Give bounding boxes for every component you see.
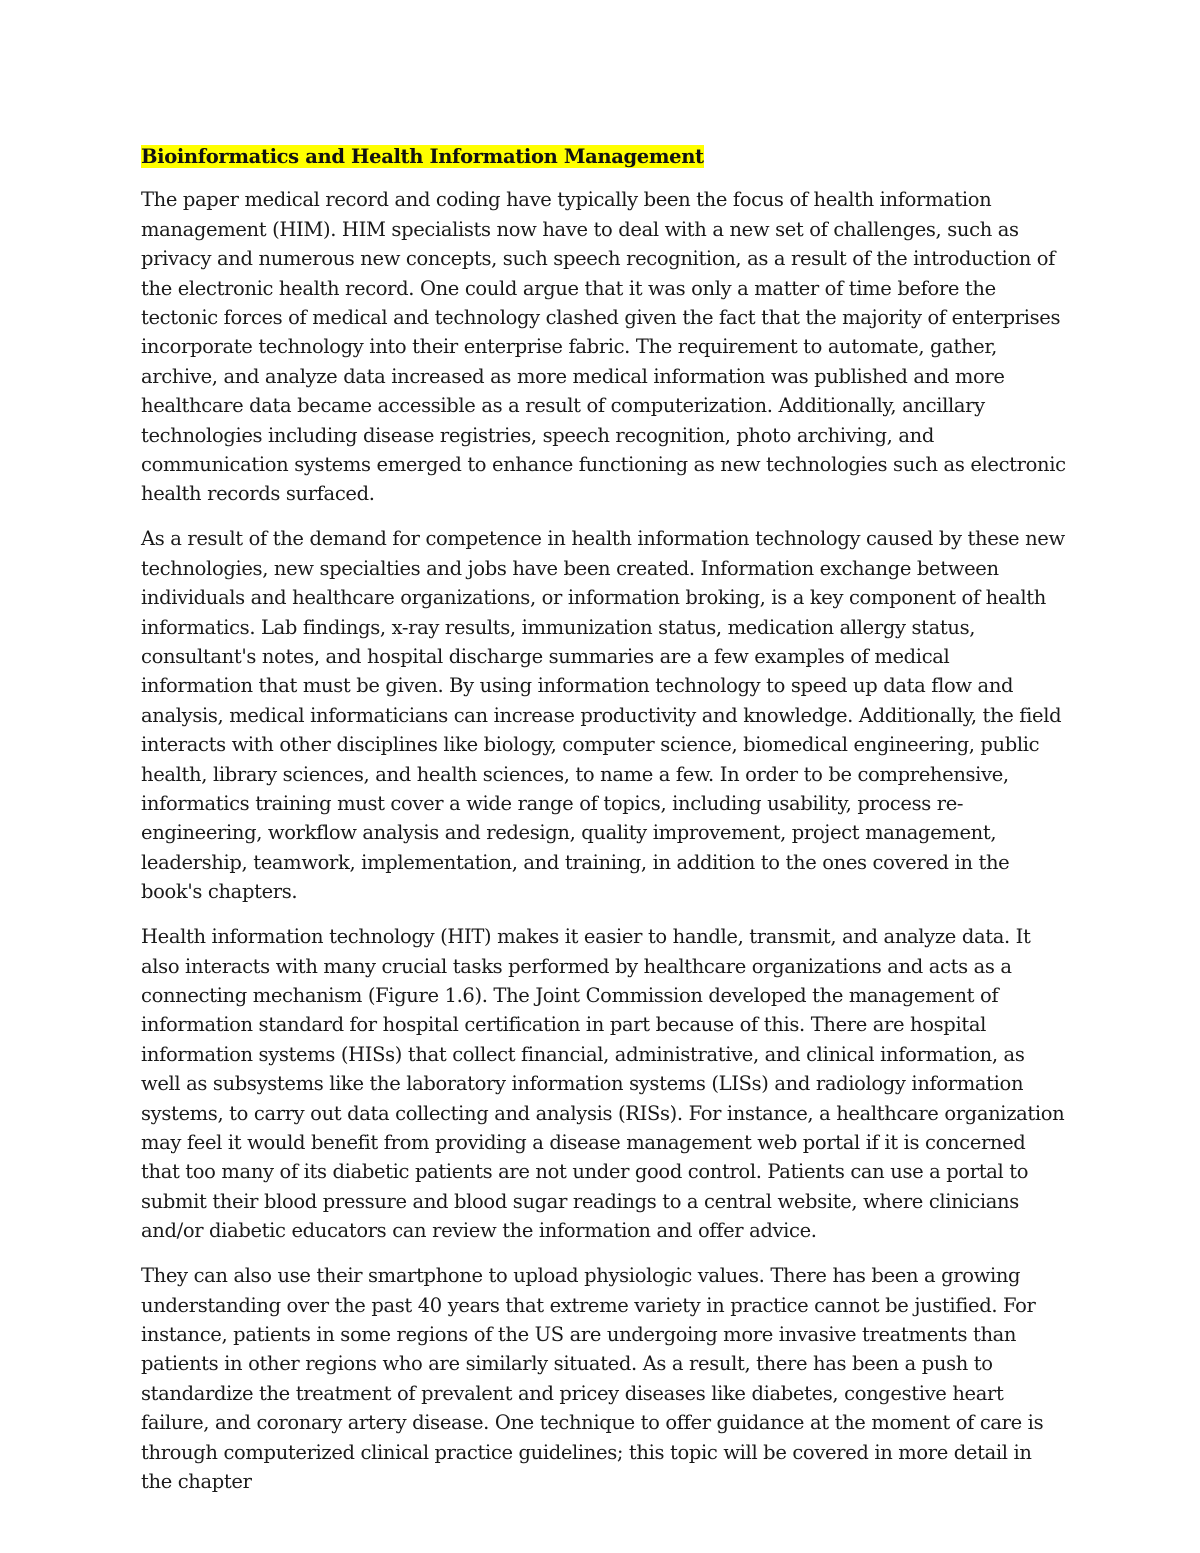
document-title: Bioinformatics and Health Information Management [141, 145, 704, 168]
paragraph-1: The paper medical record and coding have typically been the focus of health information management (HIM). HIM specialists now have to deal with a new set of challenges, such as privacy and numerous new concepts, such speech recognition, as a result of the introduction of the electronic health record. One could argue that it was only a matter of time before the tectonic forces of medical and technology clashed given the fact that the majority of enterprises incorporate technology into their enterprise fabric. The requirement to automate, gather, archive, and analyze data increased as more medical information was published and more healthcare data became accessible as a result of computerization. Additionally, ancillary technologies including disease registries, speech recognition, photo archiving, and communication systems emerged to enhance functioning as new technologies such as electronic health records surfaced. [141, 188, 1066, 506]
paragraph-4: They can also use their smartphone to upload physiologic values. There has been a growing understanding over the past 40 years that extreme variety in practice cannot be justified. For instance, patients in some regions of the US are undergoing more invasive treatments than patients in other regions who are similarly situated. As a result, there has been a push to standardize the treatment of prevalent and pricey diseases like diabetes, congestive heart failure, and coronary artery disease. One technique to offer guidance at the moment of care is through computerized clinical practice guidelines; this topic will be covered in more detail in the chapter [141, 1264, 1044, 1493]
title-line [141, 142, 1066, 171]
paragraph-3: Health information technology (HIT) makes it easier to handle, transmit, and analyze data. It also interacts with many crucial tasks performed by healthcare organizations and acts as a connecting mechanism (Figure 1.6). The Joint Commission developed the management of information standard for hospital certification in part because of this. There are hospital information systems (HISs) that collect financial, administrative, and clinical information, as well as subsystems like the laboratory information systems (LISs) and radiology information systems, to carry out data collecting and analysis (RISs). For instance, a healthcare organization may feel it would benefit from providing a disease management web portal if it is concerned that too many of its diabetic patients are not under good control. Patients can use a portal to submit their blood pressure and blood sugar readings to a central website, where clinicians and/or diabetic educators can review the information and offer advice. [141, 925, 1065, 1243]
document-body [141, 142, 1066, 1512]
paragraph-2: As a result of the demand for competence in health information technology caused by these new technologies, new specialties and jobs have been created. Information exchange between individuals and healthcare organizations, or information broking, is a key component of health informatics. Lab findings, x-ray results, immunization status, medication allergy status, consultant's notes, and hospital discharge summaries are a few examples of medical information that must be given. By using information technology to speed up data flow and analysis, medical informaticians can increase productivity and knowledge. Additionally, the field interacts with other disciplines like biology, computer science, biomedical engineering, public health, library sciences, and health sciences, to name a few. In order to be comprehensive, informatics training must cover a wide range of topics, including usability, process re-engineering, workflow analysis and redesign, quality improvement, project management, leadership, teamwork, implementation, and training, in addition to the ones covered in the book's chapters. [141, 527, 1065, 904]
